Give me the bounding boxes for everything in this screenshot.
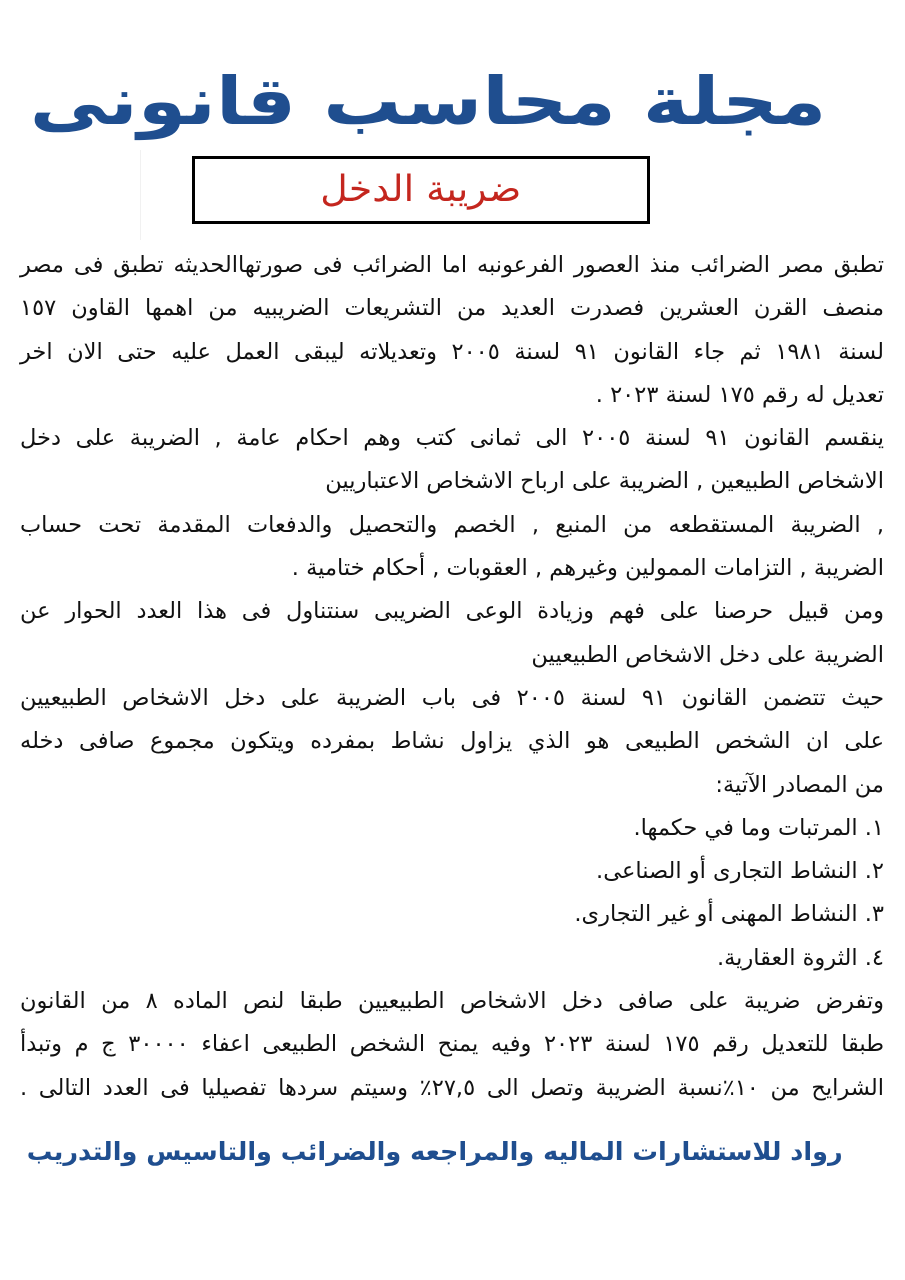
article-line: الضريبة , التزامات الممولين وغيرهم , العقوبات , أحكام ختامية . (291, 555, 884, 582)
closing-line: طبقا للتعديل رقم ١٧٥ لسنة ٢٠٢٣ وفيه يمنح الشخص الطبيعى اعفاء ٣٠٠٠٠ ج م وتبدأ (20, 1031, 885, 1058)
article-line: الضريبة على دخل الاشخاص الطبيعيين (531, 641, 884, 668)
section-title-frame (192, 156, 650, 224)
magazine-title (29, 62, 827, 142)
decorative-rule (140, 150, 141, 240)
section-title: ضريبة الدخل (320, 169, 522, 210)
income-source-item: ٢. النشاط التجارى أو الصناعى. (596, 858, 884, 885)
article-line: حيث تتضمن القانون ٩١ لسنة ٢٠٠٥ فى باب الضريبة على دخل الاشخاص الطبيعيين (20, 684, 885, 711)
magazine-title-text: مجلة محاسب قانونى (29, 63, 827, 140)
closing-line: الشرايح من ١٠٪نسبة الضريبة وتصل الى ٢٧,٥٪ وسيتم سردها تفصيليا فى العدد التالى . (20, 1074, 884, 1101)
closing-line: وتفرض ضريبة على صافى دخل الاشخاص الطبيعيين طبقا لنص الماده ٨ من القانون (20, 988, 884, 1015)
article-line: منصف القرن العشرين فصدرت العديد من التشريعات الضريبيه من اهمها القاون ١٥٧ (20, 295, 884, 322)
income-source-item: ١. المرتبات وما في حكمها. (633, 814, 884, 841)
income-source-item: ٤. الثروة العقارية. (716, 944, 884, 971)
firm-name: رواد للاستشارات الماليه والمراجعه والضرائب والتاسيس والتدريب (26, 1137, 843, 1166)
article-line: الاشخاص الطبيعين , الضريبة على ارباح الاشخاص الاعتباريين (325, 468, 884, 495)
article-line: ينقسم القانون ٩١ لسنة ٢٠٠٥ الى ثمانى كتب وهم احكام عامة , الضريبة على دخل (20, 425, 884, 452)
article-line: على ان الشخص الطبيعى هو الذي يزاول نشاط بمفرده ويتكون مجموع صافى دخله (20, 728, 884, 755)
article-body (20, 244, 884, 1110)
article-line: ومن قبيل حرصنا على فهم وزيادة الوعى الضريبى سنتناول فى هذا العدد الحوار عن (20, 598, 884, 625)
article-line: تطبق مصر الضرائب منذ العصور الفرعونبه اما الضرائب فى صورتهاالحديثه تطبق فى مصر (20, 252, 884, 278)
article-line: , الضريبة المستقطعه من المنبع , الخصم والتحصيل والدفعات المقدمة تحت حساب (20, 511, 884, 538)
article-line: تعديل له رقم ١٧٥ لسنة ٢٠٢٣ . (595, 381, 884, 408)
article-line: لسنة ١٩٨١ ثم جاء القانون ٩١ لسنة ٢٠٠٥ وتعديلاته ليبقى العمل عليه حتى الان اخر (20, 338, 885, 365)
article-line: من المصادر الآتية: (715, 771, 884, 798)
income-source-item: ٣. النشاط المهنى أو غير التجارى. (574, 901, 884, 928)
firm-name-footer (26, 1130, 843, 1174)
